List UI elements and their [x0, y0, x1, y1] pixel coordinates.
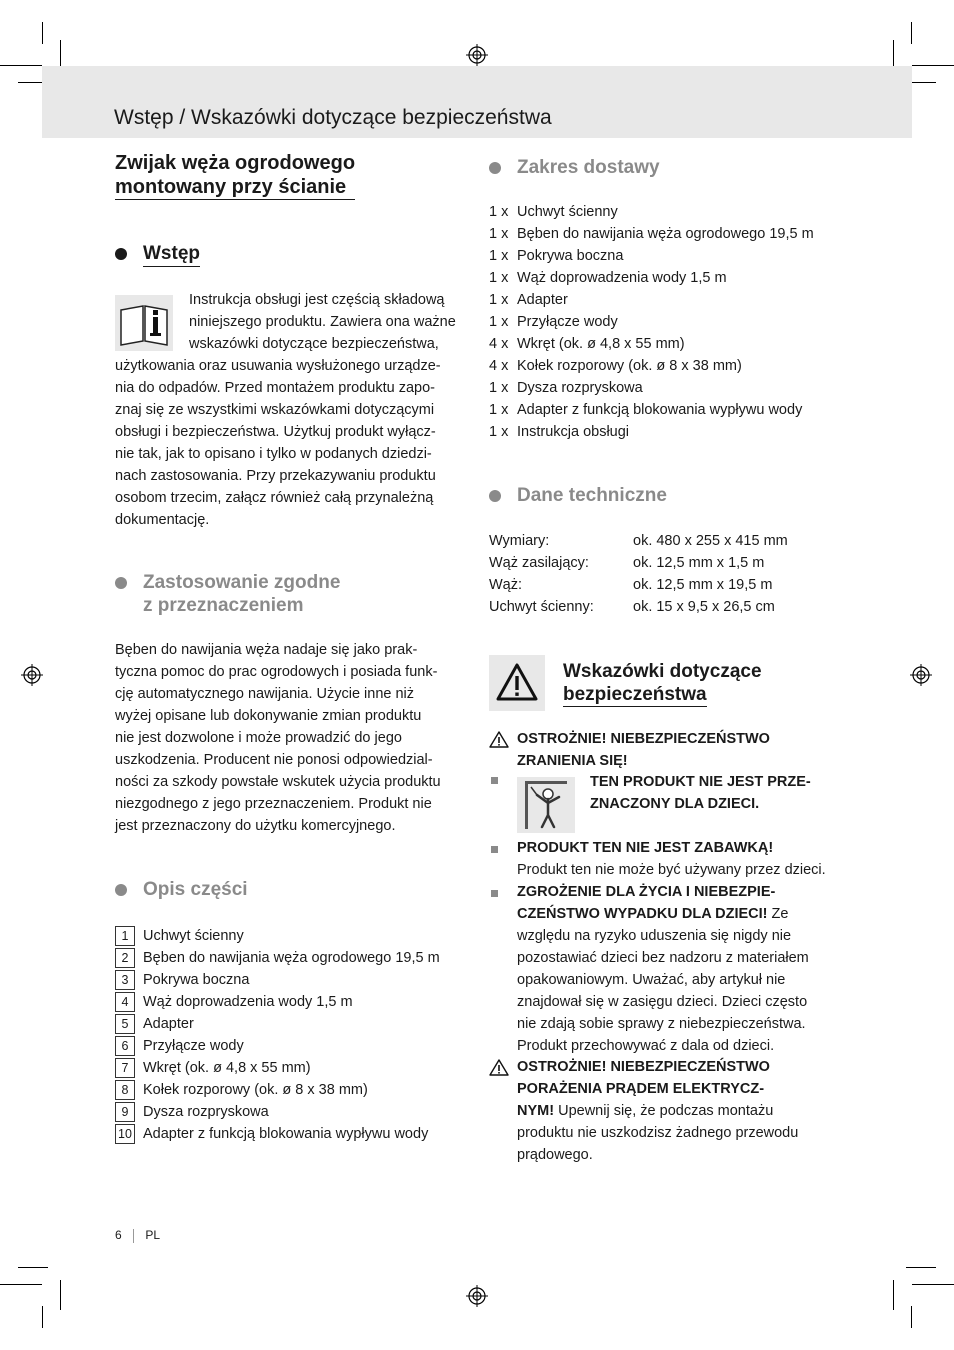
- intro-text: [115, 289, 475, 531]
- delivery-item: [489, 267, 849, 289]
- part-number: 2: [115, 948, 135, 968]
- delivery-qty: 1 x: [489, 292, 509, 308]
- delivery-item: [489, 333, 849, 355]
- caution-injury-line1: OSTROŻNIE! NIEBEZPIECZEŃSTWO: [517, 731, 770, 747]
- parts-item: [115, 947, 475, 969]
- tech-label: Wymiary:: [489, 533, 550, 549]
- toy-warning: [517, 837, 857, 881]
- delivery-label: Adapter z funkcją blokowania wypływu wody: [517, 402, 803, 418]
- parts-heading: Opis części: [143, 879, 248, 900]
- intended-use-heading: [143, 571, 340, 617]
- delivery-item: [489, 355, 849, 377]
- delivery-qty: 1 x: [489, 424, 509, 440]
- intended-use-line: nie jest dozwolone i może prowadzić do jego: [115, 730, 402, 746]
- delivery-label: Pokrywa boczna: [517, 248, 624, 264]
- part-number: 10: [115, 1124, 135, 1144]
- parts-item: [115, 1035, 475, 1057]
- tech-row: [489, 596, 849, 618]
- suffocation-warning-line: nie zdają sobie sprawy z niebezpieczeństwa.: [517, 1016, 806, 1032]
- delivery-qty: 1 x: [489, 226, 509, 242]
- intro-line: Instrukcja obsługi jest częścią składową: [189, 292, 445, 308]
- electric-warning-line2: PORAŻENIA PRĄDEM ELEKTRYCZ-: [517, 1081, 765, 1097]
- safety-heading: [563, 660, 762, 707]
- suffocation-warning-line2-rest: Ze: [767, 906, 789, 922]
- electric-warning-line: produktu nie uszkodzisz żadnego przewodu: [517, 1125, 799, 1141]
- delivery-label: Instrukcja obsługi: [517, 424, 630, 440]
- suffocation-warning-line2-bold: CZEŃSTWO WYPADKU DLA DZIECI!: [517, 906, 768, 922]
- electric-warning-line3-bold: NYM!: [517, 1103, 555, 1119]
- delivery-list: [489, 201, 869, 443]
- delivery-label: Wąż doprowadzenia wody 1,5 m: [517, 270, 727, 286]
- delivery-qty: 1 x: [489, 380, 509, 396]
- intro-heading: Wstęp: [143, 242, 200, 267]
- delivery-item: [489, 223, 849, 245]
- part-label: Dysza rozpryskowa: [143, 1104, 269, 1120]
- tech-row: [489, 530, 849, 552]
- intended-use-text: [115, 639, 475, 837]
- intro-line: użytkowania oraz usuwania wysłużonego urządze-: [115, 358, 441, 374]
- intro-line: nach zastosowania. Przy przekazywaniu produktu: [115, 468, 436, 484]
- delivery-qty: 4 x: [489, 336, 509, 352]
- delivery-qty: 1 x: [489, 270, 509, 286]
- delivery-qty: 1 x: [489, 248, 509, 264]
- product-title: [115, 151, 415, 200]
- suffocation-warning: [517, 881, 862, 1057]
- parts-list: [115, 925, 475, 1147]
- page-header: [42, 66, 912, 138]
- electric-warning-line3-rest: Upewnij się, że podczas montażu: [554, 1103, 774, 1119]
- part-number: 3: [115, 970, 135, 990]
- list-bullet-icon: [491, 777, 498, 784]
- children-warning-line1: TEN PRODUKT NIE JEST PRZE-: [590, 774, 811, 790]
- intro-line: znaj się ze wszystkimi wskazówkami dotyczącymi: [115, 402, 435, 418]
- registration-mark-icon: [466, 44, 488, 66]
- intro-line: niniejszego produktu. Zawiera ona ważne: [189, 314, 456, 330]
- registration-mark-icon: [466, 1285, 488, 1307]
- part-label: Adapter: [143, 1016, 194, 1032]
- intended-use-heading-line2: z przeznaczeniem: [143, 595, 304, 616]
- caution-triangle-icon: [489, 1059, 509, 1076]
- delivery-item: [489, 201, 849, 223]
- electric-warning-line1: OSTROŻNIE! NIEBEZPIECZEŃSTWO: [517, 1059, 770, 1075]
- tech-row: [489, 552, 849, 574]
- tech-label: Wąż zasilający:: [489, 555, 589, 571]
- child-danger-icon: [517, 777, 575, 833]
- intro-line: osobom trzecim, załącz również całą przynależną: [115, 490, 434, 506]
- tech-value: ok. 12,5 mm x 19,5 m: [633, 577, 773, 593]
- caution-injury: [517, 728, 857, 772]
- delivery-label: Wkręt (ok. ø 4,8 x 55 mm): [517, 336, 685, 352]
- delivery-qty: 1 x: [489, 204, 509, 220]
- intro-line: dokumentację.: [115, 512, 210, 528]
- delivery-item: [489, 245, 849, 267]
- list-bullet-icon: [491, 890, 498, 897]
- tech-label: Uchwyt ścienny:: [489, 599, 594, 615]
- delivery-item: [489, 311, 849, 333]
- delivery-label: Adapter: [517, 292, 568, 308]
- suffocation-warning-line: względu na ryzyko uduszenia się nigdy nie: [517, 928, 792, 944]
- part-number: 7: [115, 1058, 135, 1078]
- suffocation-warning-line1: ZGROŻENIE DLA ŻYCIA I NIEBEZPIE-: [517, 884, 776, 900]
- delivery-qty: 1 x: [489, 402, 509, 418]
- intended-use-bullet-icon: [115, 577, 127, 589]
- parts-item: [115, 1101, 475, 1123]
- intended-use-line: cję automatycznego nawijania. Użycie inne niż: [115, 686, 415, 702]
- parts-item: [115, 1013, 475, 1035]
- delivery-item: [489, 399, 849, 421]
- part-number: 4: [115, 992, 135, 1012]
- tech-label: Wąż:: [489, 577, 523, 593]
- suffocation-warning-line: Produkt przechowywać z dala od dzieci.: [517, 1038, 775, 1054]
- toy-warning-text: Produkt ten nie może być używany przez dzieci.: [517, 862, 826, 878]
- part-label: Adapter z funkcją blokowania wypływu wody: [143, 1126, 429, 1142]
- page-footer: [115, 1225, 160, 1245]
- intro-bullet-icon: [115, 248, 127, 260]
- part-number: 8: [115, 1080, 135, 1100]
- parts-bullet-icon: [115, 884, 127, 896]
- intro-line: wskazówki dotyczące bezpieczeństwa,: [189, 336, 439, 352]
- part-label: Wąż doprowadzenia wody 1,5 m: [143, 994, 353, 1010]
- children-warning: [590, 771, 860, 815]
- safety-heading-line1: Wskazówki dotyczące: [563, 661, 762, 682]
- delivery-label: Uchwyt ścienny: [517, 204, 618, 220]
- intro-line: nia do odpadów. Przed montażem produktu zapo-: [115, 380, 436, 396]
- product-title-line2: montowany przy ścianie: [115, 176, 347, 198]
- caution-triangle-icon: [489, 731, 509, 748]
- children-warning-line2: ZNACZONY DLA DZIECI.: [590, 796, 760, 812]
- registration-mark-icon: [910, 664, 932, 686]
- parts-item: [115, 969, 475, 991]
- delivery-label: Kołek rozporowy (ok. ø 8 x 38 mm): [517, 358, 742, 374]
- intro-line: obsługi i bezpieczeństwa. Użytkuj produkt wyłącz-: [115, 424, 436, 440]
- part-number: 5: [115, 1014, 135, 1034]
- delivery-item: [489, 421, 849, 443]
- suffocation-warning-line: opakowaniowym. Uważać, aby artykuł nie: [517, 972, 786, 988]
- page-number: 6: [115, 1228, 122, 1242]
- caution-injury-line2: ZRANIENIA SIĘ!: [517, 753, 628, 769]
- part-label: Bęben do nawijania węża ogrodowego 19,5 m: [143, 950, 440, 966]
- toy-warning-heading: PRODUKT TEN NIE JEST ZABAWKĄ!: [517, 840, 774, 856]
- delivery-item: [489, 289, 849, 311]
- part-number: 1: [115, 926, 135, 946]
- tech-value: ok. 480 x 255 x 415 mm: [633, 533, 788, 549]
- delivery-item: [489, 377, 849, 399]
- delivery-label: Bęben do nawijania węża ogrodowego 19,5 m: [517, 226, 814, 242]
- part-number: 6: [115, 1036, 135, 1056]
- tech-table: [489, 530, 869, 618]
- intended-use-line: ności za szkody powstałe wskutek użycia produktu: [115, 774, 441, 790]
- tech-value: ok. 15 x 9,5 x 26,5 cm: [633, 599, 775, 615]
- delivery-label: Przyłącze wody: [517, 314, 618, 330]
- delivery-label: Dysza rozpryskowa: [517, 380, 643, 396]
- intended-use-line: tyczna pomoc do prac ogrodowych i posiada funk-: [115, 664, 438, 680]
- electric-warning-line: prądowego.: [517, 1147, 593, 1163]
- part-number: 9: [115, 1102, 135, 1122]
- parts-item: [115, 925, 475, 947]
- tech-row: [489, 574, 849, 596]
- warning-triangle-icon: [489, 655, 545, 711]
- delivery-qty: 4 x: [489, 358, 509, 374]
- parts-item: [115, 991, 475, 1013]
- tech-bullet-icon: [489, 490, 501, 502]
- intended-use-line: niezgodnego z jego przeznaczeniem. Produkt nie: [115, 796, 432, 812]
- parts-item: [115, 1079, 475, 1101]
- part-label: Kołek rozporowy (ok. ø 8 x 38 mm): [143, 1082, 368, 1098]
- electric-shock-warning: [517, 1056, 862, 1166]
- page-title: Wstęp / Wskazówki dotyczące bezpieczeństwa: [114, 106, 552, 129]
- intended-use-heading-line1: Zastosowanie zgodne: [143, 572, 341, 593]
- intended-use-line: jest przeznaczony do użytku komercyjnego.: [115, 818, 396, 834]
- part-label: Wkręt (ok. ø 4,8 x 55 mm): [143, 1060, 311, 1076]
- delivery-bullet-icon: [489, 162, 501, 174]
- list-bullet-icon: [491, 846, 498, 853]
- delivery-qty: 1 x: [489, 314, 509, 330]
- safety-heading-line2: bezpieczeństwa: [563, 684, 707, 705]
- parts-item: [115, 1057, 475, 1079]
- registration-mark-icon: [21, 664, 43, 686]
- language-code: PL: [145, 1228, 161, 1242]
- intended-use-line: wyżej opisane lub dokonywanie zmian produktu: [115, 708, 422, 724]
- parts-item: [115, 1123, 475, 1145]
- tech-heading: Dane techniczne: [517, 485, 667, 506]
- part-label: Uchwyt ścienny: [143, 928, 244, 944]
- intended-use-line: Bęben do nawijania węża nadaje się jako prak-: [115, 642, 418, 658]
- suffocation-warning-line: znajdował się w zasięgu dzieci. Dzieci często: [517, 994, 808, 1010]
- delivery-heading: Zakres dostawy: [517, 157, 660, 178]
- intended-use-line: uszkodzenia. Producent nie ponosi odpowiedzial-: [115, 752, 433, 768]
- tech-value: ok. 12,5 mm x 1,5 m: [633, 555, 765, 571]
- suffocation-warning-line: pozostawiać dzieci bez nadzoru z materiałem: [517, 950, 809, 966]
- product-title-line1: Zwijak węża ogrodowego: [115, 152, 356, 174]
- part-label: Przyłącze wody: [143, 1038, 244, 1054]
- part-label: Pokrywa boczna: [143, 972, 250, 988]
- intro-line: nie tak, jak to opisano i tylko w podanych dziedzi-: [115, 446, 432, 462]
